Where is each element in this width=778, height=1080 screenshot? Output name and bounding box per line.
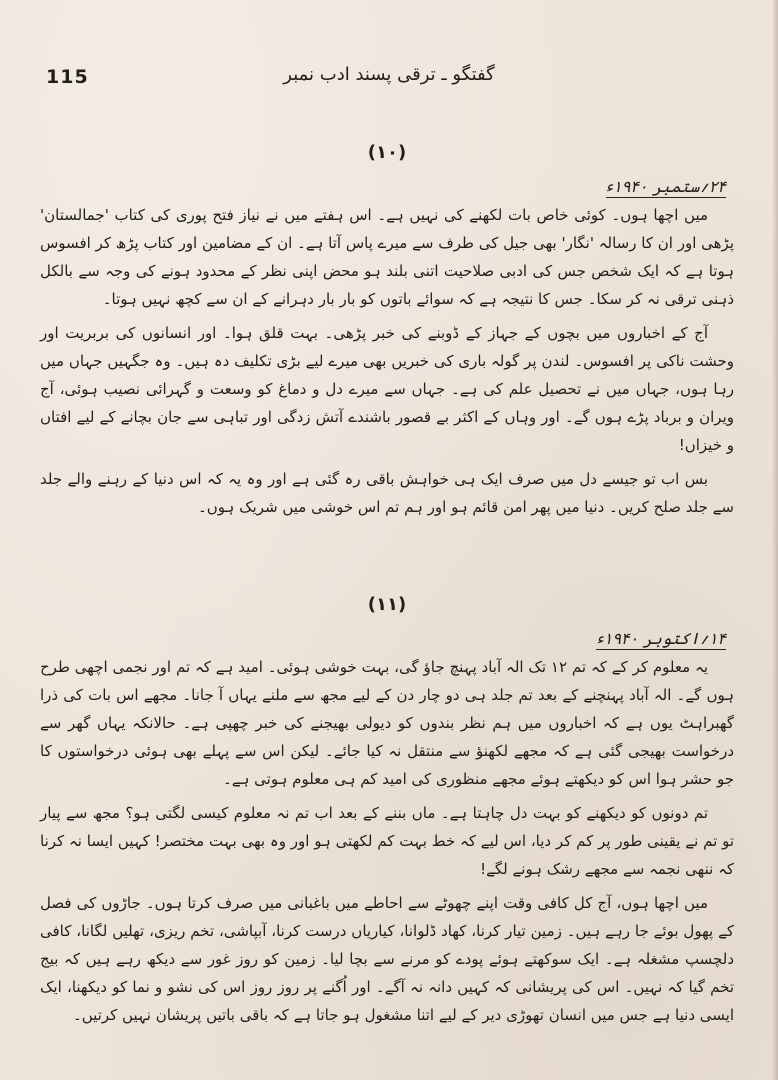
letter-date — [40, 629, 734, 649]
letter-10 — [40, 142, 734, 527]
paragraph: یہ معلوم کر کے کہ تم ۱۲ تک الہ آباد پہنچ جاؤ گی، بہت خوشی ہوئی۔ امید ہے کہ تم اور نجمی اچھی طرح ہوں گے۔ الہ آباد پہنچنے کے بعد تم جلد ہی دو چار دن کے لیے مجھ سے ملنے یہاں آ جانا۔ مجھے اس بات کی ذرا گھبراہٹ یوں ہے کہ اخباروں میں ہم نظر بندوں کو دیولی بھیجنے کی خبر چھپی ہے۔ حالانکہ یہاں گھر سے درخواست بھیجی گئی ہے کہ مجھے لکھنؤ سے منتقل نہ کیا جائے۔ لیکن اس سے پہلے بھی ہوئی درخواستوں کا جو حشر ہوا اس کو دیکھتے ہوئے مجھے منظوری کی امید کم ہی معلوم ہوتی ہے۔ — [40, 658, 734, 788]
running-header: گفتگو ـ ترقی پسند ادب نمبر — [283, 64, 495, 85]
letter-11 — [40, 594, 734, 1035]
letter-number: (۱۱) — [367, 594, 407, 615]
paragraph: تم دونوں کو دیکھنے کو بہت دل چاہتا ہے۔ ماں بننے کے بعد اب تم نہ معلوم کیسی لگتی ہو؟ مجھ سے پیار تو تم نے یقینی طور پر کم کر دیا، اس لیے کہ خط بہت کم لکھتی ہو اور وہ بھی بہت مختصر! کہیں ایسا نہ کرنا کہ ننھی نجمہ سے مجھے رشک ہونے لگے! — [40, 804, 734, 878]
letter-date-text: ۲۴؍ستمبر ۱۹۴۰ء — [605, 177, 726, 196]
letter-number: (۱۰) — [367, 142, 407, 163]
letter-date-text: ۱۴؍اکتوبر ۱۹۴۰ء — [596, 629, 726, 648]
letter-date — [40, 177, 734, 197]
page-edge-shadow — [772, 0, 778, 1080]
page-number: 115 — [46, 66, 89, 88]
paragraph: بس اب تو جیسے دل میں صرف ایک ہی خواہش باقی رہ گئی ہے اور وہ یہ کہ اس دنیا کے رہنے والے جلد سے جلد صلح کریں۔ دنیا میں پھر امن قائم ہو اور ہم تم اس خوشی میں شریک ہوں۔ — [40, 470, 734, 516]
paragraph: میں اچھا ہوں، آج کل کافی وقت اپنے چھوٹے سے احاطے میں باغبانی میں صرف کرتا ہوں۔ جاڑوں کی فصل کے پھول بوئے جا رہے ہیں۔ زمین تیار کرنا، کھاد ڈلوانا، کیاریاں درست کرنا، آبپاشی، تخم ریزی، تھلیں لگانا، کافی دلچسپ مشغلہ ہے۔ ایک سوکھتے ہوئے پودے کو مرنے سے بچا لیا۔ زمین کو روز غور سے دیکھ رہے ہیں کہ بیج تخم گیا کہ نہیں۔ اس کی پریشانی کہ کہیں دانہ نہ آگے۔ اور اُگنے پر روز روز اس کی نشو و نما کو دیکھنا، ایک ایسی دنیا ہے جس میں انسان تھوڑی دیر کے لیے اتنا مشغول ہو جاتا ہے کہ باقی باتیں پریشان نہیں کرتیں۔ — [40, 894, 734, 1024]
paragraph: میں اچھا ہوں۔ کوئی خاص بات لکھنے کی نہیں ہے۔ اس ہفتے میں نے نیاز فتح پوری کی کتاب 'جمالستان' پڑھی اور ان کا رسالہ 'نگار' بھی جیل کی طرف سے میرے پاس آتا ہے۔ ان کے مضامین اور کتاب پڑھ کر افسوس ہوتا ہے کہ ایک شخص جس کی ادبی صلاحیت اتنی بلند ہو محض اپنی نظر کے محدود ہونے کی وجہ سے بالکل ذہنی ترقی نہ کر سکا۔ جس کا نتیجہ ہے کہ سوائے باتوں کو بار بار دہرانے کے ان سے کچھ نہیں ہوتا۔ — [40, 206, 734, 308]
paragraph: آج کے اخباروں میں بچوں کے جہاز کے ڈوبنے کی خبر پڑھی۔ بہت قلق ہوا۔ اور انسانوں کی بربریت اور وحشت ناکی پر افسوس۔ لندن پر گولہ باری کی خبریں بھی میرے لیے بڑی تکلیف دہ ہیں۔ وہ جگہیں جہاں میں رہا ہوں، جہاں میں نے تحصیل علم کی ہے۔ جہاں سے میرے دل و دماغ کو وسعت و گہرائی نصیب ہوئی، آج ویران و برباد پڑے ہوں گے۔ اور وہاں کے اکثر بے قصور باشندے آتش زدگی اور تباہی سے جان بچانے کے لیے افتاں و خیزاں! — [40, 324, 734, 454]
